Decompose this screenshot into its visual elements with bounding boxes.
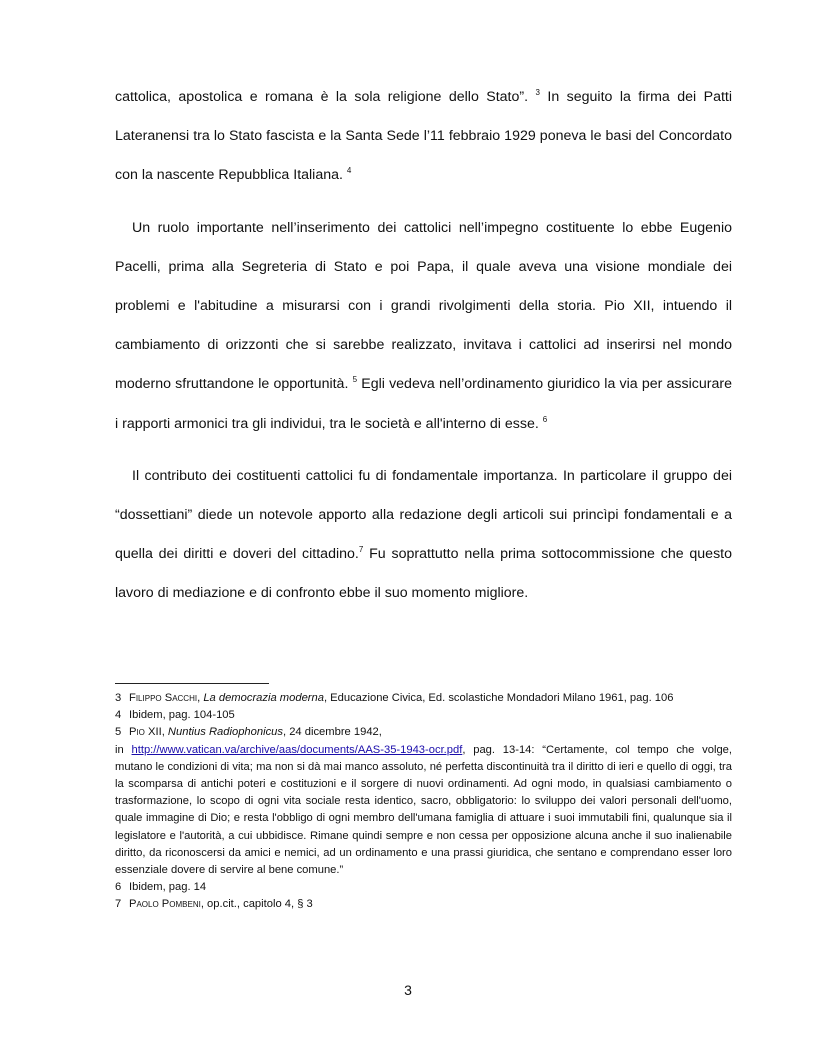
footnote-4: 4 Ibidem, pag. 104-105 [115, 709, 235, 722]
paragraph-2: Un ruolo importante nell’inserimento dei cattolici nell’impegno costituente lo ebbe Eugenio Pacelli, prima alla Segreteria di Stato e poi Papa, il quale aveva una visione mondiale dei problemi e l'abitudine a misurarsi con i grandi rivolgimenti della storia. Pio XII, intuendo il cambiamento di orizzonti che si sarebbe realizzato, invitava i cattolici ad inserirsi nel mondo moderno sfruttandone le opportunità. $^5$ Egli vedeva nell’ordinamento giuridico la via per assicurare i rapporti armonici tra gli individui, tra le società e all'interno di esse. $^6$ [115, 219, 732, 432]
footnote-ref-6[interactable]: 6 [542, 414, 548, 424]
footnotes [115, 690, 732, 914]
paragraph-1: cattolica, apostolica e romana è la sola religione dello Stato”. $^3$ In seguito la firma dei Patti Lateranensi tra lo Stato fascista e la Santa Sede l’11 febbraio 1929 poneva le basi del Concordato con la nascente Repubblica Italiana. $^4$ [115, 88, 732, 184]
footnote-ref-3[interactable]: 3 [535, 88, 540, 97]
footnote-5: 5 Pio XII, Nuntius Radiophonicus, 24 dicembre 1942, [115, 726, 382, 739]
footnote-separator [115, 683, 269, 684]
vatican-aas-link[interactable]: http://www.vatican.va/archive/aas/documents/AAS-35-1943-ocr.pdf [131, 743, 463, 756]
paragraph-3: Il contributo dei costituenti cattolici fu di fondamentale importanza. In particolare il gruppo dei “dossettiani” diede un notevole apporto alla redazione degli articoli sui princìpi fondamentali e a quella dei diritti e doveri del cittadino.$^7$ Fu soprattutto nella prima sottocommissione che questo lavoro di mediazione e di confronto ebbe il suo momento migliore. [115, 467, 732, 602]
footnote-ref-5[interactable]: 5 [352, 375, 358, 385]
main-text [115, 78, 732, 627]
footnote-6: 6 Ibidem, pag. 14 [115, 881, 207, 894]
footnote-7: 7 Paolo Pombeni, op.cit., capitolo 4, § 3 [115, 898, 313, 911]
footnote-ref-4[interactable]: 4 [346, 166, 352, 176]
footnote-ref-7[interactable]: 7 [358, 545, 364, 555]
page-number: 3 [404, 982, 412, 998]
footnote-5-body: in http://www.vatican.va/archive/aas/documents/AAS-35-1943-ocr.pdf, pag. 13-14: “Certamente, col tempo che volge, mutano le condizioni di vita; ma non si dà mai manco assoluto, né perfetta discontinuità tra il diritto di ieri e quello di oggi, tra la scomparsa di antichi poteri e costituzioni e il sorgere di nuovi ordinamenti. Ad ogni modo, in qualsiasi cambiamento o trasformazione, lo scopo di ogni vita sociale resta identico, sacro, obbligatorio: lo sviluppo dei valori personali dell'uomo, quale immagine di Dio; e resta l'obbligo di ogni membro dell'umana famiglia di attuare i suoi immutabili fini, qualunque sia il legislatore e l'autorità, a cui ubbidisce. Rimane quindi sempre e non cessa per opposizione alcuna anche il suo inalienabile diritto, da riconoscersi da amici e nemici, ad un ordinamento e una prassi giuridica, che sentano e comprendano esser loro essenziale dovere di servire al bene comune.” [115, 743, 733, 877]
footnote-3: 3 Filippo Sacchi, La democrazia moderna, Educazione Civica, Ed. scolastiche Mondadori Milano 1961, pag. 106 [115, 692, 674, 704]
